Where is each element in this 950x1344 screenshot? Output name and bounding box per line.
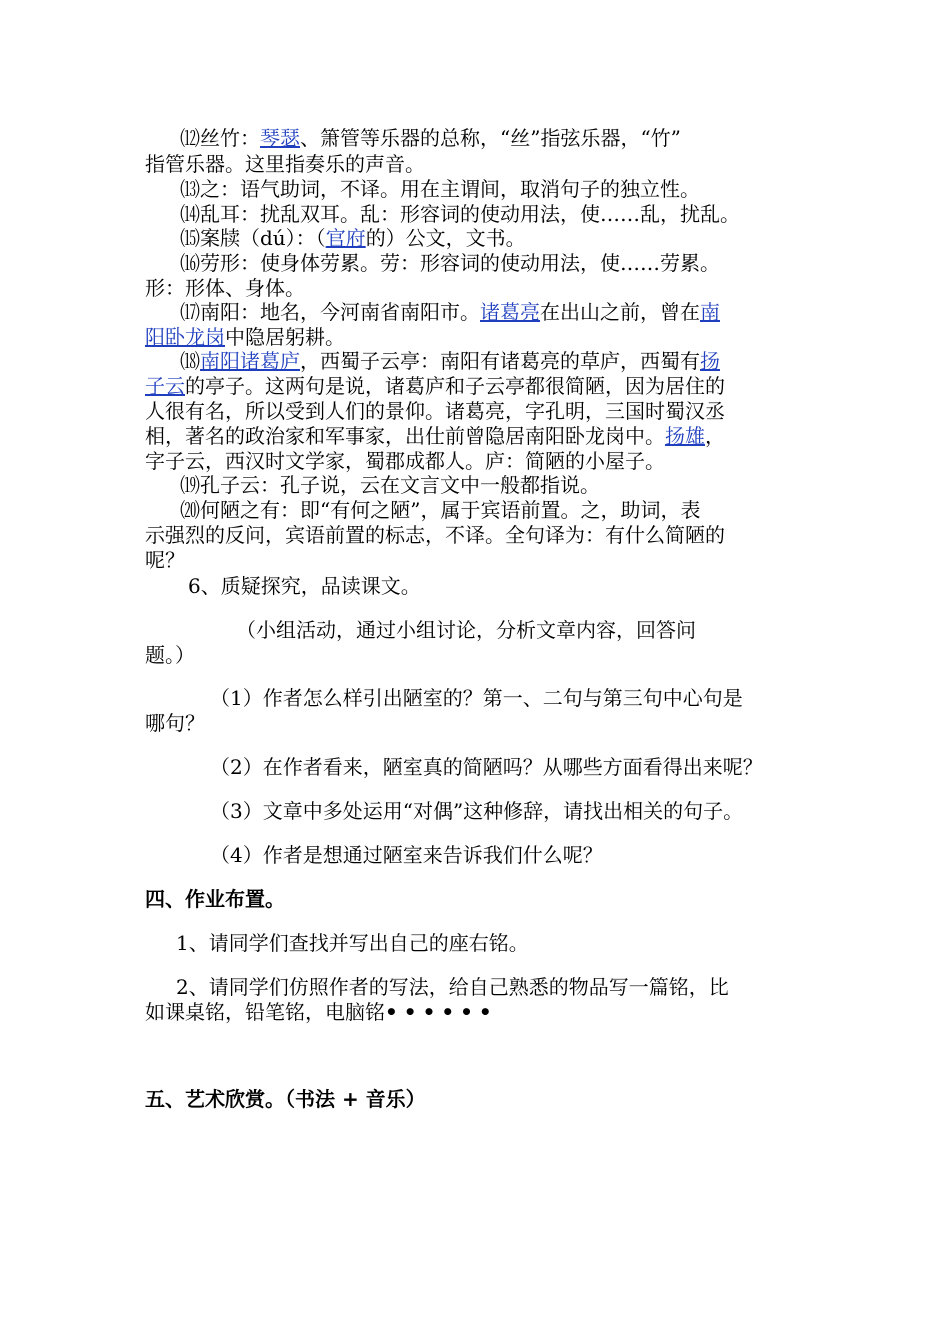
note-18-line5: 字子云，西汉时文学家，蜀郡成都人。庐：简陋的小屋子。: [145, 449, 665, 473]
note-15: ⒂案牍（dú）：（官府的）公文，文书。: [180, 226, 526, 250]
note-20-line1: ⒇何陋之有：即“有何之陋”，属于宾语前置。之，助词，表: [180, 498, 701, 522]
link-yangxiong[interactable]: 扬雄: [665, 424, 705, 448]
section-6-intro-line2: 题。）: [145, 643, 195, 667]
section-6-title: 6、质疑探究，品读课文。: [188, 574, 421, 598]
question-1-line1: （1）作者怎么样引出陋室的？第一、二句与第三句中心句是: [210, 686, 743, 710]
note-19: ⒆孔子云：孔子说，云在文言文中一般都指说。: [180, 473, 600, 497]
homework-item-2-line1: 2、请同学们仿照作者的写法，给自己熟悉的物品写一篇铭，比: [176, 975, 729, 999]
note-12-line1: ⑿丝竹：琴瑟、箫管等乐器的总称，“丝”指弦乐器，“竹”: [180, 126, 681, 150]
note-18-line4: 相，著名的政治家和军事家，出仕前曾隐居南阳卧龙岗中。扬雄，: [145, 424, 725, 448]
note-20-line2: 示强烈的反问，宾语前置的标志，不译。全句译为：有什么简陋的: [145, 523, 725, 547]
section-5-heading: 五、艺术欣赏。（书法 + 音乐）: [145, 1087, 426, 1111]
link-yang-ziyun-part1[interactable]: 扬: [700, 349, 720, 373]
question-3: （3）文章中多处运用“对偶”这种修辞，请找出相关的句子。: [210, 799, 744, 823]
note-20-line3: 呢？: [145, 548, 185, 572]
note-13: ⒀之：语气助词，不译。用在主谓间，取消句子的独立性。: [180, 177, 700, 201]
note-18-line1: ⒅南阳诸葛庐，西蜀子云亭：南阳有诸葛亮的草庐，西蜀有扬: [180, 349, 720, 373]
question-4: （4）作者是想通过陋室来告诉我们什么呢？: [210, 843, 603, 867]
link-nanyang-zhugelu[interactable]: 南阳诸葛庐: [200, 349, 300, 373]
link-zhugeliang[interactable]: 诸葛亮: [480, 300, 540, 324]
homework-item-1: 1、请同学们查找并写出自己的座右铭。: [176, 931, 529, 955]
question-1-line2: 哪句？: [145, 711, 205, 735]
note-16-line1: ⒃劳形：使身体劳累。劳：形容词的使动用法，使……劳累。: [180, 251, 720, 275]
question-2: （2）在作者看来，陋室真的简陋吗？从哪些方面看得出来呢？: [210, 755, 763, 779]
link-guanfu[interactable]: 官府: [325, 226, 366, 250]
section-6-intro-line1: （小组活动，通过小组讨论，分析文章内容，回答问: [236, 618, 696, 642]
link-yang-ziyun-part2[interactable]: 子云: [145, 374, 185, 398]
note-18-line3: 人很有名，所以受到人们的景仰。诸葛亮，字孔明，三国时蜀汉丞: [145, 399, 725, 423]
link-nanyang-wolonggang-part2[interactable]: 阳卧龙岗: [145, 325, 225, 349]
section-4-heading: 四、作业布置。: [145, 887, 285, 911]
note-12-line2: 指管乐器。这里指奏乐的声音。: [145, 152, 425, 176]
note-16-line2: 形：形体、身体。: [145, 276, 305, 300]
ellipsis-dots: ••••••: [385, 1000, 498, 1024]
note-14: ⒁乱耳：扰乱双耳。乱：形容词的使动用法，使……乱，扰乱。: [180, 202, 740, 226]
note-17-line2: 阳卧龙岗中隐居躬耕。: [145, 325, 345, 349]
link-qinse[interactable]: 琴瑟: [260, 126, 300, 150]
note-18-line2: 子云的亭子。这两句是说，诸葛庐和子云亭都很简陋，因为居住的: [145, 374, 725, 398]
homework-item-2-line2: 如课桌铭，铅笔铭，电脑铭••••••: [145, 1000, 498, 1024]
link-nanyang-wolonggang-part1[interactable]: 南: [700, 300, 720, 324]
note-17-line1: ⒄南阳：地名，今河南省南阳市。诸葛亮在出山之前，曾在南: [180, 300, 720, 324]
